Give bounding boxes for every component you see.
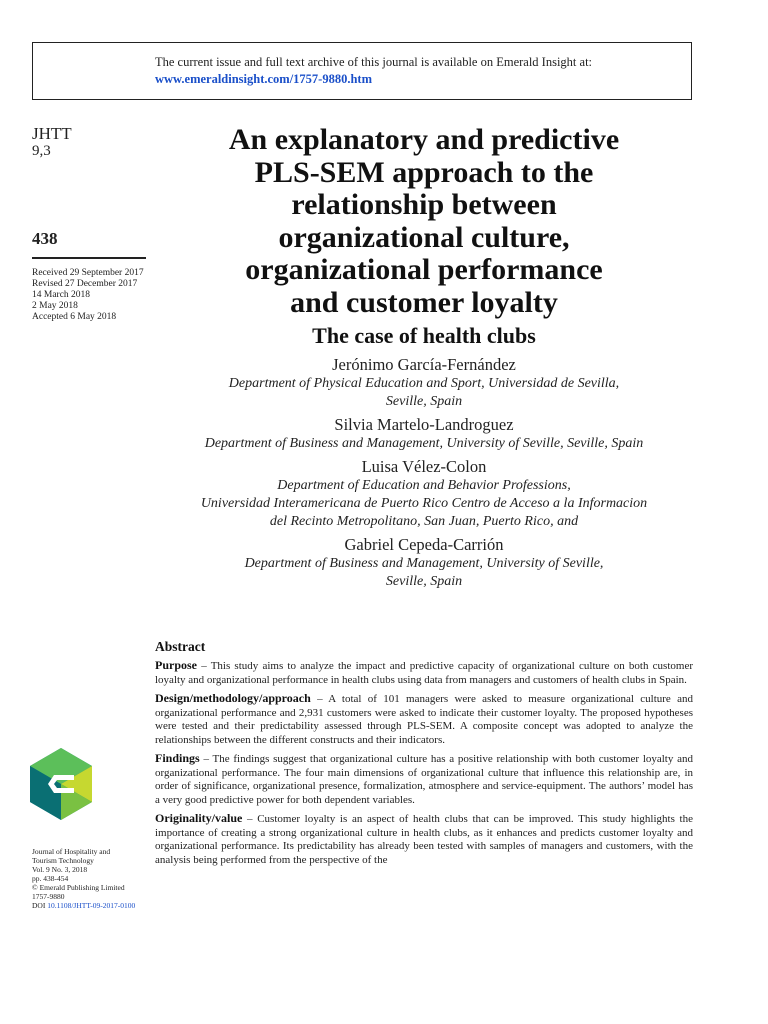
- date-line: Received 29 September 2017: [32, 268, 144, 278]
- section-text: This study aims to analyze the impact and predictive capacity of organizational culture on both customer loyalty and organizational performance in health clubs using data from managers and customers of health clubs in Spain.: [155, 660, 693, 686]
- affiliation-line: Seville, Spain: [385, 574, 463, 589]
- doi-link[interactable]: 10.1108/JHTT-09-2017-0100: [47, 901, 136, 910]
- title-line: organizational performance: [245, 253, 603, 286]
- author-block: [150, 415, 698, 453]
- title-line: An explanatory and predictive: [228, 123, 620, 156]
- author-name: Gabriel Cepeda-Carrión: [344, 535, 504, 554]
- affiliation-line: Department of Business and Management, University of Seville,: [244, 556, 604, 571]
- section-label: Findings: [155, 751, 200, 765]
- title-line: relationship between: [291, 188, 557, 221]
- date-line: 14 March 2018: [32, 290, 91, 300]
- citation-line: 1757-9880: [32, 892, 65, 901]
- title-line: PLS-SEM approach to the: [254, 155, 594, 189]
- abstract-findings: Findings – The findings suggest that organizational culture has a positive relationship with both customer loyalty and organizational performance. The four main dimensions of organizational culture that influence this relationship are, in order of significance, organizational presence, formalization, atmosphere and service-equipment. The authors’ model has a very good predictive power for both dependent variables.: [155, 751, 693, 806]
- abstract-design: Design/methodology/approach – A total of 101 managers were asked to measure organizational culture and organizational performance and 2,931 customers were asked to indicate their customer loyalty. The proposed hypotheses were tested and their predictability assessed through PLS-SEM. A composite concept was adopted to analyze the relationships between the different constructs and their indicators.: [155, 691, 693, 746]
- section-text: A total of 101 managers were asked to measure organizational culture and organizational performance and 2,931 customers were asked to indicate their customer loyalty. The proposed hypotheses were tested and their predictability assessed through PLS-SEM. A composite concept was adopted to analyze the relationships between the different constructs and their indicators.: [155, 693, 693, 746]
- abstract: [155, 639, 693, 872]
- author-block: [150, 355, 698, 411]
- citation-line: © Emerald Publishing Limited: [32, 883, 125, 892]
- paper-title: [150, 124, 698, 319]
- citation-block: [32, 847, 150, 910]
- author-name: Jerónimo García-Fernández: [332, 355, 516, 374]
- affiliation-line: Department of Physical Education and Sport, Universidad de Sevilla,: [228, 376, 620, 391]
- author-block: [150, 535, 698, 591]
- journal-sidebar: [32, 125, 146, 159]
- section-text: Customer loyalty is an aspect of health clubs that can be improved. This study highlights the importance of creating a strong organizational culture in health clubs, as it enhances and predicts customer loyalty and organizational performance. Its predictability has already been tested with samples of managers and customers, with the analysis being performed from the perspective of the: [155, 813, 693, 866]
- doi-line: [32, 901, 150, 910]
- emerald-logo-icon: [30, 748, 92, 820]
- page-number: 438: [32, 229, 58, 248]
- date-line: 2 May 2018: [32, 301, 78, 311]
- affiliation-line: Department of Education and Behavior Professions,: [277, 478, 571, 493]
- doi-label: DOI: [32, 901, 46, 910]
- journal-archive-banner: [32, 42, 692, 100]
- affiliation-line: Universidad Interamericana de Puerto Rico Centro de Acceso a la Informacion: [200, 496, 648, 511]
- abstract-heading: Abstract: [155, 639, 206, 654]
- citation-line: pp. 438-454: [32, 874, 69, 883]
- author-name: Silvia Martelo-Landroguez: [334, 415, 514, 434]
- citation-line: Vol. 9 No. 3, 2018: [32, 865, 88, 874]
- journal-url-link[interactable]: www.emeraldinsight.com/1757-9880.htm: [155, 72, 372, 86]
- abstract-purpose: Purpose – This study aims to analyze the impact and predictive capacity of organizational culture on both customer loyalty and organizational performance in health clubs using data from managers and customers of health clubs in Spain.: [155, 658, 693, 686]
- section-label: Design/methodology/approach: [155, 691, 311, 705]
- author-list: [150, 355, 698, 595]
- volume-issue: 9,3: [32, 143, 51, 159]
- section-label: Purpose: [155, 658, 197, 672]
- archive-notice: The current issue and full text archive of this journal is available on Emerald Insight at:: [155, 55, 593, 69]
- section-text: The findings suggest that organizational culture has a positive relationship with both customer loyalty and organizational performance. The four main dimensions of organizational culture that influence this relationship are, in order of significance, organizational presence, formalization, atmosphere and service-equipment. The authors’ model has a very good predictive power for both dependent variables.: [155, 753, 693, 806]
- section-label: Originality/value: [155, 811, 243, 825]
- date-line: Accepted 6 May 2018: [32, 312, 117, 322]
- author-name: Luisa Vélez-Colon: [361, 457, 487, 476]
- sidebar-divider: [32, 257, 146, 259]
- received-dates: [32, 268, 152, 323]
- affiliation-line: Department of Business and Management, University of Seville, Seville, Spain: [204, 436, 644, 451]
- affiliation-line: Seville, Spain: [385, 394, 463, 409]
- author-block: [150, 457, 698, 531]
- citation-line: Tourism Technology: [32, 856, 94, 865]
- journal-abbreviation: JHTT: [32, 124, 72, 143]
- paper-subtitle: The case of health clubs: [312, 323, 536, 348]
- affiliation-line: del Recinto Metropolitano, San Juan, Puerto Rico, and: [269, 514, 579, 529]
- citation-line: Journal of Hospitality and: [32, 847, 111, 856]
- date-line: Revised 27 December 2017: [32, 279, 138, 289]
- title-line: organizational culture,: [278, 220, 570, 254]
- abstract-originality: Originality/value – Customer loyalty is an aspect of health clubs that can be improved. This study highlights the importance of creating a strong organizational culture in health clubs, as it enhances and predicts customer loyalty and organizational performance. Its predictability has already been tested with samples of managers and customers, with the analysis being performed from the perspective of the: [155, 811, 693, 866]
- title-line: and customer loyalty: [290, 285, 558, 319]
